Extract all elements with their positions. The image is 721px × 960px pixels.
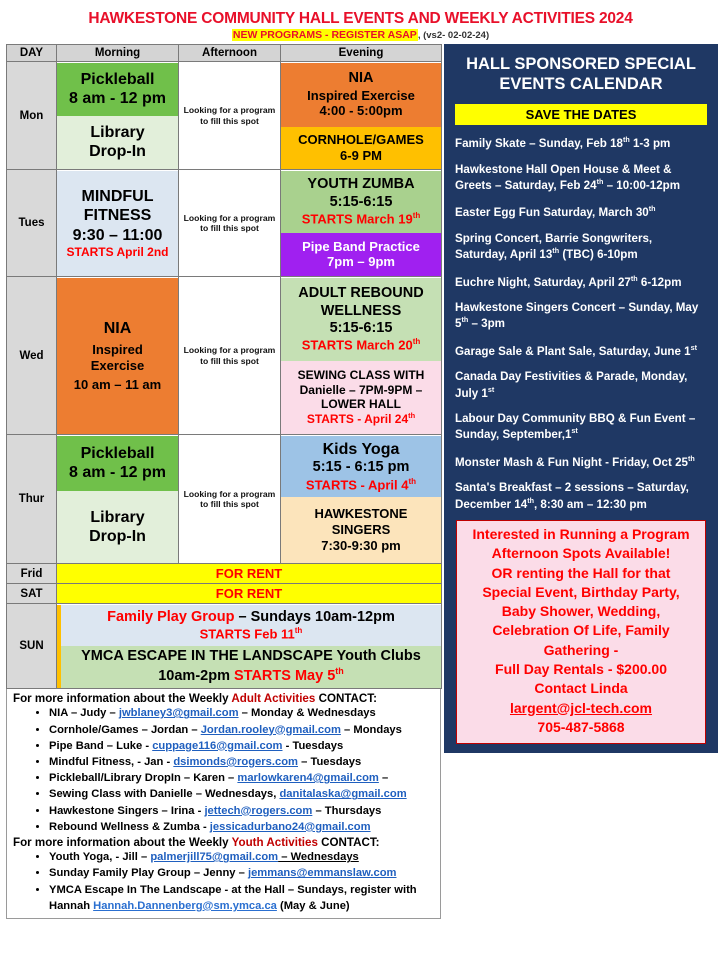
activity-title xyxy=(62,609,440,626)
activity-title: NIA xyxy=(348,70,374,87)
rental-line: Celebration Of Life, Family xyxy=(492,622,670,639)
heading-line-2: EVENTS CALENDAR xyxy=(499,74,663,93)
activity-pickleball xyxy=(57,436,178,491)
cell-wed-evening xyxy=(281,277,442,435)
contact-label: Cornhole/Games – Jordan – xyxy=(49,723,201,736)
activity-pickleball xyxy=(57,63,178,116)
list-item: Hawkestone Singers Concert – Sunday, May 5th – 3pm xyxy=(455,300,699,331)
contact-label: Rebound Wellness & Zumba - xyxy=(49,820,210,833)
contact-email-link[interactable]: danitalaska@gmail.com xyxy=(279,788,407,801)
list-item: Labour Day Community BBQ & Fun Event – Sunday, September,1st xyxy=(455,411,696,442)
list-item: Monster Mash & Fun Night - Friday, Oct 25th xyxy=(455,453,695,469)
list-item xyxy=(49,803,438,819)
activity-title: MINDFUL xyxy=(81,188,154,206)
subtitle-highlight: NEW PROGRAMS - REGISTER ASAP xyxy=(232,29,417,42)
youth-contacts-heading xyxy=(13,836,438,849)
rental-line: Afternoon Spots Available! xyxy=(491,545,671,562)
activity-sewing-class xyxy=(281,361,441,434)
cell-thur-morning xyxy=(57,435,179,564)
contact-email-link[interactable]: Hannah.Dannenberg@sm.ymca.ca xyxy=(93,899,277,912)
page-title: HAWKESTONE COMMUNITY HALL EVENTS AND WEEKLY ACTIVITIES 2024 xyxy=(88,10,633,27)
contact-email-link[interactable]: cuppage116@gmail.com xyxy=(152,739,283,752)
youth-contacts-list xyxy=(11,849,438,914)
activity-title-2: WELLNESS xyxy=(320,302,402,319)
activity-title: Kids Yoga xyxy=(322,441,400,459)
cell-sun-activities xyxy=(57,604,442,689)
activity-family-play-group xyxy=(57,605,441,646)
activity-kids-yoga xyxy=(281,436,441,497)
cell-wed-morning xyxy=(57,277,179,435)
activity-start-date: STARTS April 2nd xyxy=(66,244,169,259)
contact-label: Hawkestone Singers – Irina - xyxy=(49,804,205,817)
table-row xyxy=(7,604,442,689)
afternoon-placeholder-line1: Looking for a program xyxy=(183,212,276,223)
col-header-day: DAY xyxy=(7,45,57,62)
activity-time: 8 am - 12 pm xyxy=(69,464,166,482)
list-item xyxy=(49,722,438,738)
day-label-thur: Thur xyxy=(7,435,57,564)
table-row xyxy=(7,564,442,584)
activity-title: CORNHOLE/GAMES xyxy=(298,132,424,148)
activity-pipe-band xyxy=(281,233,441,276)
activity-title: Library xyxy=(90,124,145,142)
activity-title: SEWING CLASS WITH xyxy=(297,368,425,383)
list-item: Family Skate – Sunday, Feb 18th 1-3 pm xyxy=(455,135,671,151)
youth-heading-pre: For more information about the Weekly xyxy=(13,836,232,850)
weekly-schedule-table xyxy=(6,44,442,689)
activity-title-2: SINGERS xyxy=(331,521,391,537)
list-item xyxy=(49,865,438,881)
activity-ymca-escape xyxy=(57,646,441,688)
activity-title: Pickleball xyxy=(80,445,155,463)
activity-library-dropin xyxy=(57,491,178,563)
subtitle-version: , (vs2- 02-02-24) xyxy=(417,30,490,42)
contact-label: Youth Yoga, - Jill – xyxy=(49,851,151,864)
activity-title: Pipe Band Practice xyxy=(302,238,420,254)
contact-email-link[interactable]: dsimonds@rogers.com xyxy=(173,755,298,768)
cell-tues-morning xyxy=(57,170,179,277)
rental-line: Interested in Running a Program xyxy=(472,525,690,542)
rental-contact-name: Contact Linda xyxy=(534,680,628,697)
contact-email-link[interactable]: marlowkaren4@gmail.com xyxy=(237,772,379,785)
list-item xyxy=(49,882,438,914)
activity-title: YOUTH ZUMBA xyxy=(307,176,415,193)
afternoon-placeholder-line2: to fill this spot xyxy=(200,223,259,234)
afternoon-placeholder-line2: to fill this spot xyxy=(200,355,259,366)
contact-label: YMCA Escape In The Landscape - at the Hall – Sundays, register with Hannah xyxy=(49,883,417,912)
adult-contacts-list xyxy=(11,705,438,835)
activity-time: 6-9 PM xyxy=(340,147,382,163)
contact-label: Pickleball/Library DropIn – Karen – xyxy=(49,772,238,785)
contact-days: – Wednesdays xyxy=(278,851,359,864)
activity-title: NIA xyxy=(103,319,132,337)
activity-title-black: – Sundays 10am-12pm xyxy=(234,608,395,625)
contact-days: – xyxy=(378,772,389,785)
activity-title-1: HAWKESTONE xyxy=(314,506,408,522)
activity-time: 5:15-6:15 xyxy=(329,320,393,336)
activity-nia-evening xyxy=(281,63,441,127)
col-header-morning: Morning xyxy=(57,45,179,62)
afternoon-placeholder-line2: to fill this spot xyxy=(200,115,259,126)
list-item xyxy=(49,754,438,770)
activity-location: LOWER HALL xyxy=(321,397,401,412)
page-subtitle xyxy=(6,29,715,41)
activity-subtitle: Inspired Exercise xyxy=(307,87,415,103)
activity-subtitle-1: Inspired xyxy=(92,341,143,357)
contact-days: – Mondays xyxy=(340,723,402,736)
activity-time: 9:30 – 11:00 xyxy=(72,226,163,244)
day-label-sun: SUN xyxy=(7,604,57,689)
activity-title-2: FITNESS xyxy=(83,207,152,225)
list-item xyxy=(49,738,438,754)
rental-price: Full Day Rentals - $200.00 xyxy=(495,661,667,678)
special-events-panel xyxy=(444,44,718,753)
contact-days: – Thursdays xyxy=(312,804,382,817)
activity-time: 10am-2pm xyxy=(158,667,234,684)
activity-start-date: STARTS May 5th xyxy=(234,665,344,684)
list-item xyxy=(49,770,438,786)
activity-time: 8 am - 12 pm xyxy=(69,90,166,108)
col-header-evening: Evening xyxy=(281,45,442,62)
activity-start-date: STARTS Feb 11th xyxy=(199,626,303,642)
activity-start-date: STARTS March 19th xyxy=(301,211,421,227)
special-events-list xyxy=(453,135,709,512)
activity-time-and-start xyxy=(62,666,440,685)
activity-title: Pickleball xyxy=(80,71,155,89)
cell-mon-evening xyxy=(281,62,442,170)
contact-label: Sewing Class with Danielle – Wednesdays, xyxy=(49,788,280,801)
activity-time: 7pm – 9pm xyxy=(327,254,395,270)
cell-wed-afternoon xyxy=(179,277,281,435)
cell-tues-evening xyxy=(281,170,442,277)
cell-thur-afternoon xyxy=(179,435,281,564)
contact-label: Sunday Family Play Group – Jenny – xyxy=(49,867,248,880)
contact-email-link[interactable]: Jordan.rooley@gmail.com xyxy=(200,723,341,736)
table-row xyxy=(7,277,442,435)
activity-title: YMCA ESCAPE IN THE LANDSCAPE Youth Clubs xyxy=(81,648,421,665)
list-item: Euchre Night, Saturday, April 27th 6-12pm xyxy=(455,273,682,289)
table-row xyxy=(7,435,442,564)
rental-email-link[interactable]: largent@jcl-tech.com xyxy=(509,699,653,716)
activity-title-1: ADULT REBOUND xyxy=(298,285,424,302)
contacts-section xyxy=(6,689,441,919)
activity-details: Danielle – 7PM-9PM – xyxy=(299,382,423,397)
heading-line-1: HALL SPONSORED SPECIAL xyxy=(466,55,696,74)
contact-email-link[interactable]: jwblaney3@gmail.com xyxy=(118,707,239,720)
activity-start-date: STARTS - April 4th xyxy=(305,476,417,492)
activity-subtitle: Drop-In xyxy=(89,143,146,161)
contact-days: - Tuesdays xyxy=(282,739,344,752)
contact-label: NIA – Judy – xyxy=(49,707,119,720)
cell-mon-afternoon xyxy=(179,62,281,170)
cell-tues-afternoon xyxy=(179,170,281,277)
left-column xyxy=(6,44,441,919)
adult-heading-red: Adult Activities xyxy=(231,692,316,706)
list-item: Easter Egg Fun Saturday, March 30th xyxy=(455,204,656,220)
activity-start-date: STARTS March 20th xyxy=(301,337,421,353)
table-row xyxy=(7,170,442,277)
adult-contacts-heading xyxy=(13,692,438,705)
day-label-sat: SAT xyxy=(7,584,57,604)
list-item: Spring Concert, Barrie Songwriters, Saturday, April 13th (TBC) 6-10pm xyxy=(455,231,653,262)
table-row xyxy=(7,584,442,604)
main-body xyxy=(6,44,715,919)
activity-subtitle-2: Exercise xyxy=(90,357,145,373)
list-item: Hawkestone Hall Open House & Meet & Greets – Saturday, Feb 24th – 10:00-12pm xyxy=(455,162,681,192)
contact-note: (May & June) xyxy=(276,899,350,912)
rental-line: Special Event, Birthday Party, xyxy=(482,583,680,600)
list-item xyxy=(49,819,438,835)
table-header-row xyxy=(7,45,442,62)
contact-email-link[interactable]: jemmans@emmanslaw.com xyxy=(247,867,397,880)
special-events-heading xyxy=(453,55,709,94)
rental-line: OR renting the Hall for that xyxy=(491,564,671,581)
contact-email-link[interactable]: palmerjill75@gmail.com xyxy=(150,851,279,864)
cell-mon-morning xyxy=(57,62,179,170)
cell-thur-evening xyxy=(281,435,442,564)
activity-time: 10 am – 11 am xyxy=(73,377,162,393)
activity-title: Library xyxy=(90,508,145,526)
rental-phone: 705-487-5868 xyxy=(537,719,625,736)
afternoon-placeholder-line1: Looking for a program xyxy=(183,488,276,499)
day-label-wed: Wed xyxy=(7,277,57,435)
activity-time: 5:15-6:15 xyxy=(329,193,393,210)
col-header-afternoon: Afternoon xyxy=(179,45,281,62)
activity-nia-morning xyxy=(57,278,178,434)
contact-label: Pipe Band – Luke - xyxy=(49,739,153,752)
right-column xyxy=(444,44,718,753)
day-label-mon: Mon xyxy=(7,62,57,170)
activity-time: 5:15 - 6:15 pm xyxy=(312,459,410,476)
activity-youth-zumba xyxy=(281,171,441,233)
afternoon-placeholder-line1: Looking for a program xyxy=(183,345,276,356)
activity-mindful-fitness xyxy=(57,171,178,276)
contact-days: – Tuesdays xyxy=(298,755,362,768)
cell-frid-for-rent: FOR RENT xyxy=(57,564,442,584)
afternoon-placeholder-line2: to fill this spot xyxy=(200,499,259,510)
list-item: Canada Day Festivities & Parade, Monday, July 1st xyxy=(455,370,688,400)
cell-sat-for-rent: FOR RENT xyxy=(57,584,442,604)
activity-hawkestone-singers xyxy=(281,497,441,563)
contact-email-link[interactable]: jessicadurbano24@gmail.com xyxy=(209,820,371,833)
activity-title-red: Family Play Group xyxy=(107,608,235,625)
youth-heading-red: Youth Activities xyxy=(231,836,318,850)
activity-adult-rebound-wellness xyxy=(281,278,441,361)
activity-start-date: STARTS - April 24th xyxy=(306,410,416,426)
activity-subtitle: Drop-In xyxy=(89,527,146,545)
adult-heading-pre: For more information about the Weekly xyxy=(13,692,232,706)
list-item: Garage Sale & Plant Sale, Saturday, June 1st xyxy=(455,342,698,358)
youth-heading-post: CONTACT: xyxy=(317,836,380,850)
list-item: Santa's Breakfast – 2 sessions – Saturday, December 14th, 8:30 am – 12:30 pm xyxy=(455,481,689,511)
activity-time: 7:30-9:30 pm xyxy=(321,537,401,553)
rental-info-box xyxy=(456,520,706,744)
contact-email-link[interactable]: jettech@rogers.com xyxy=(204,804,313,817)
afternoon-placeholder-line1: Looking for a program xyxy=(183,105,276,116)
rental-line: Baby Shower, Wedding, xyxy=(501,603,661,620)
activity-cornhole-games xyxy=(281,127,441,169)
activity-time: 4:00 - 5:00pm xyxy=(319,103,403,119)
list-item xyxy=(49,786,438,802)
contact-label: Mindful Fitness, - Jan - xyxy=(49,755,174,768)
rental-line: Gathering - xyxy=(543,641,619,658)
list-item xyxy=(49,705,438,721)
list-item xyxy=(49,849,438,865)
activity-library-dropin xyxy=(57,116,178,169)
day-label-frid: Frid xyxy=(7,564,57,584)
adult-heading-post: CONTACT: xyxy=(315,692,377,706)
table-row xyxy=(7,62,442,170)
save-the-dates-banner: SAVE THE DATES xyxy=(455,104,707,125)
day-label-tues: Tues xyxy=(7,170,57,277)
contact-days: – Monday & Wednesdays xyxy=(238,707,376,720)
